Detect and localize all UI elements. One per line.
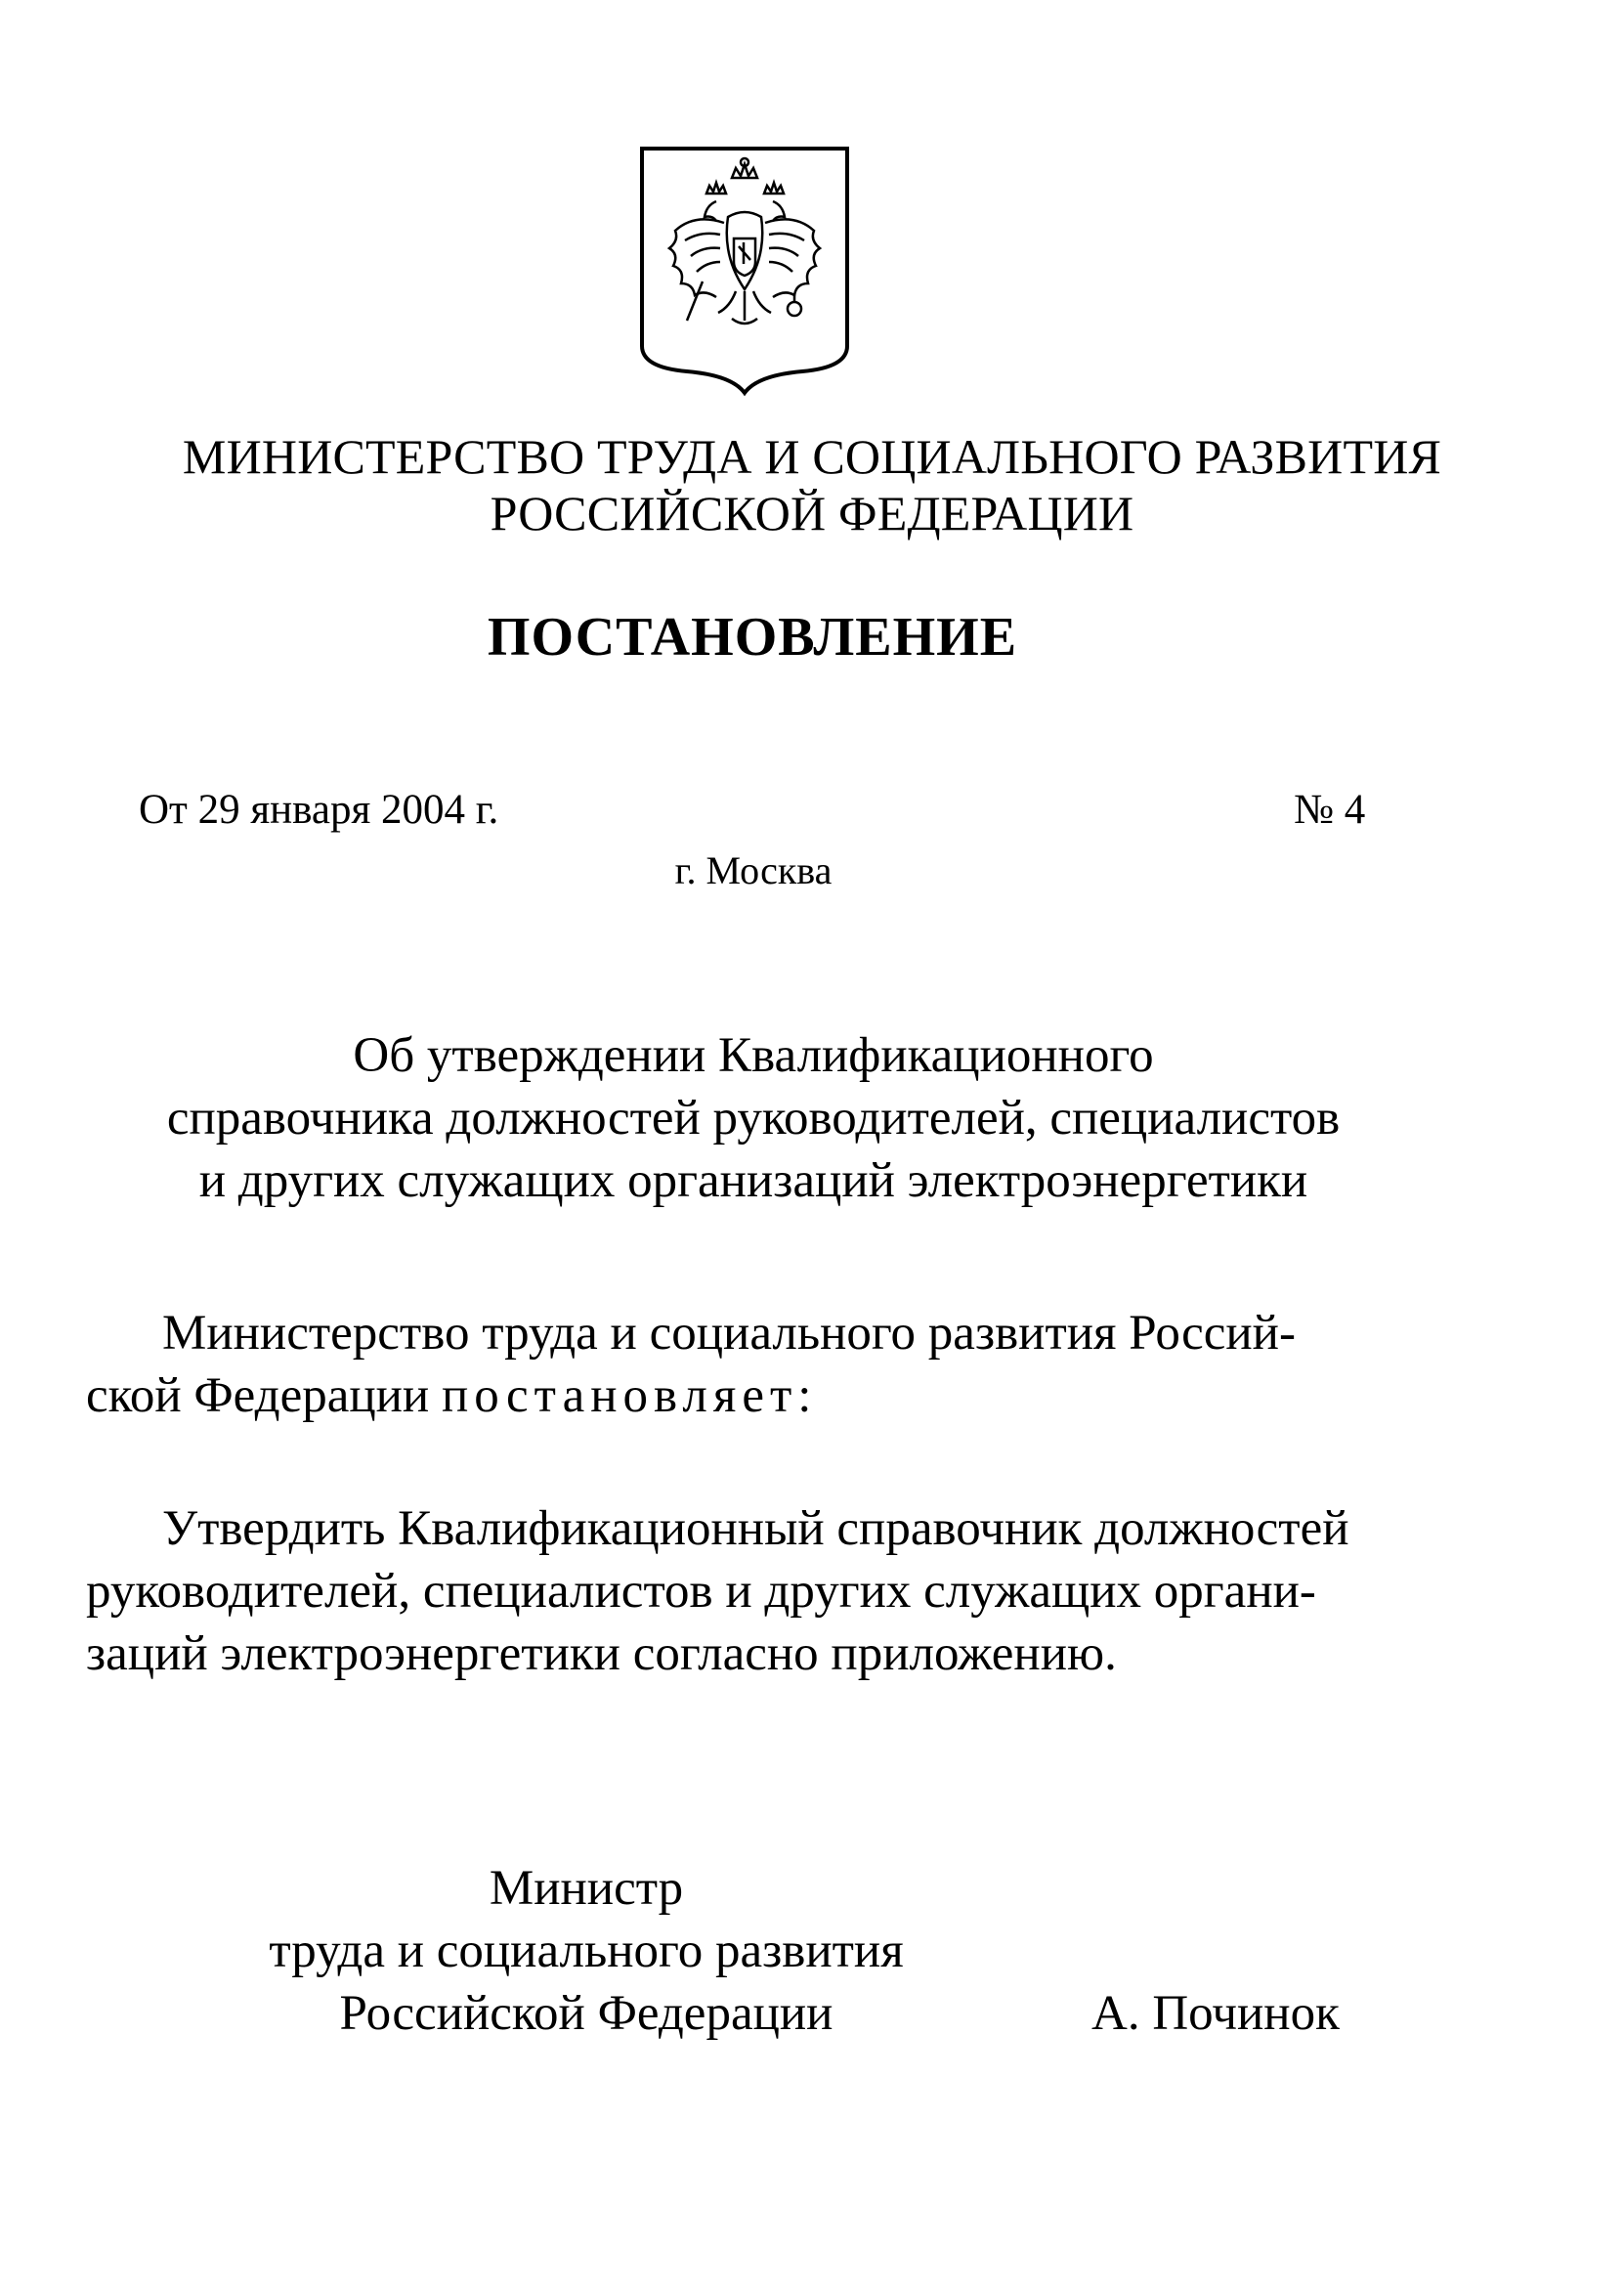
body-paragraph-2	[86, 1497, 1423, 1685]
paragraph-1-line-1-text: Министерство труда и социального развития Россий-	[162, 1306, 1296, 1361]
subject-line-2: справочника должностей руководителей, специалистов	[166, 1091, 1341, 1146]
signatory-title	[156, 1857, 1016, 2045]
subject-line-3: и других служащих организаций электроэнергетики	[198, 1153, 1308, 1208]
ministry-name	[0, 428, 1624, 541]
paragraph-1-line-2	[86, 1364, 1423, 1427]
paragraph-1-line-2-text: ской Федерации	[86, 1368, 442, 1423]
decree-verb: постановляет:	[441, 1368, 818, 1423]
paragraph-2-line-3: заций электроэнергетики согласно приложению.	[86, 1626, 1117, 1681]
signatory-title-line-2: труда и социального развития	[269, 1924, 904, 1978]
document-type: ПОСТАНОВЛЕНИЕ	[487, 607, 1018, 668]
paragraph-2-line-2: руководителей, специалистов и других служащих органи-	[86, 1564, 1316, 1619]
document-subject	[0, 1024, 1507, 1212]
ministry-name-line-2: РОССИЙСКОЙ ФЕДЕРАЦИИ	[490, 486, 1134, 541]
body-paragraph-1	[86, 1302, 1423, 1427]
document-date: От 29 января 2004 г.	[139, 787, 499, 833]
russian-coat-of-arms-icon	[638, 145, 851, 397]
paragraph-2-line-1	[86, 1497, 1423, 1560]
paragraph-2-line-1-text: Утвердить Квалификационный справочник должностей	[162, 1501, 1349, 1556]
ministry-name-line-1: МИНИСТЕРСТВО ТРУДА И СОЦИАЛЬНОГО РАЗВИТИЯ	[182, 429, 1442, 484]
signatory-title-line-3: Российской Федерации	[339, 1986, 833, 2041]
signatory-title-line-1: Министр	[489, 1861, 684, 1916]
paragraph-1-line-1	[86, 1302, 1423, 1364]
subject-line-1: Об утверждении Квалификационного	[353, 1028, 1154, 1083]
document-number: № 4	[1294, 787, 1366, 833]
document-city: г. Москва	[674, 848, 833, 892]
signatory-name: А. Починок	[1091, 1986, 1340, 2041]
